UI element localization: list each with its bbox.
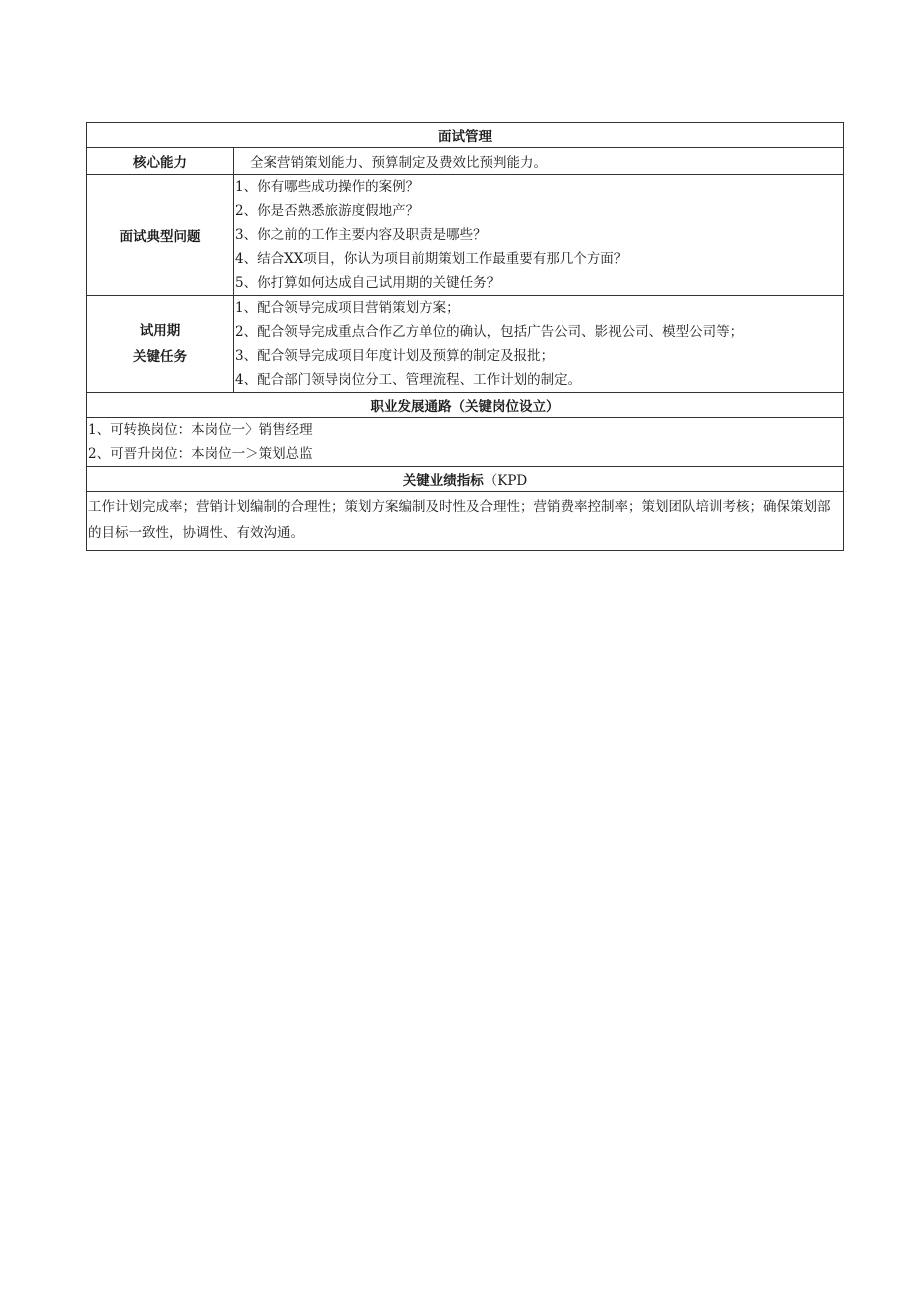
list-item: 2、你是否熟悉旅游度假地产？ <box>235 203 420 219</box>
interview-questions-row <box>87 175 844 296</box>
probation-tasks-row <box>87 296 844 393</box>
probation-tasks-list <box>234 296 844 393</box>
list-item: 3、你之前的工作主要内容及职责是哪些？ <box>235 227 487 243</box>
list-item: 5、你打算如何达成自己试用期的关键任务？ <box>235 275 501 291</box>
list-item: 1、可转换岗位：本岗位一〉销售经理 <box>88 422 313 438</box>
list-item: 2、可晋升岗位：本岗位一＞策划总监 <box>88 446 313 462</box>
interview-questions-label: 面试典型问题 <box>87 175 234 296</box>
core-ability-value: 全案营销策划能力、预算制定及费效比预判能力。 <box>234 148 844 175</box>
career-path-title: 职业发展通路（关键岗位设立） <box>87 393 844 418</box>
kpi-text: 工作计划完成率；营销计划编制的合理性；策划方案编制及时性及合理性；营销费率控制率；策划团队培训考核；确保策划部的目标一致性，协调性、有效沟通。 <box>87 492 844 551</box>
core-ability-label: 核心能力 <box>87 148 234 175</box>
list-item: 2、配合领导完成重点合作乙方单位的确认，包括广告公司、影视公司、模型公司等； <box>235 324 744 340</box>
probation-tasks-label <box>87 296 234 393</box>
career-path-row <box>87 418 844 467</box>
list-item: 1、配合领导完成项目营销策划方案； <box>235 300 460 316</box>
kpi-row <box>87 492 844 551</box>
career-path-list <box>87 418 844 467</box>
table-title: 面试管理 <box>87 123 844 148</box>
kpi-title-suffix: （KPD <box>483 473 528 489</box>
career-path-title-row <box>87 393 844 418</box>
interview-management-table <box>86 122 844 551</box>
title-row <box>87 123 844 148</box>
probation-label-line1: 试用期 <box>139 323 181 339</box>
list-item: 1、你有哪些成功操作的案例？ <box>235 179 420 195</box>
interview-questions-list <box>234 175 844 296</box>
list-item: 4、配合部门领导岗位分工、管理流程、工作计划的制定。 <box>235 372 582 388</box>
kpi-title-row <box>87 467 844 492</box>
kpi-title <box>87 467 844 492</box>
core-ability-row <box>87 148 844 175</box>
list-item: 4、结合XX项目，你认为项目前期策划工作最重要有那几个方面？ <box>235 251 628 267</box>
probation-label-line2: 关键任务 <box>133 349 187 365</box>
list-item: 3、配合领导完成项目年度计划及预算的制定及报批； <box>235 348 555 364</box>
kpi-title-text: 关键业绩指标 <box>402 473 484 489</box>
